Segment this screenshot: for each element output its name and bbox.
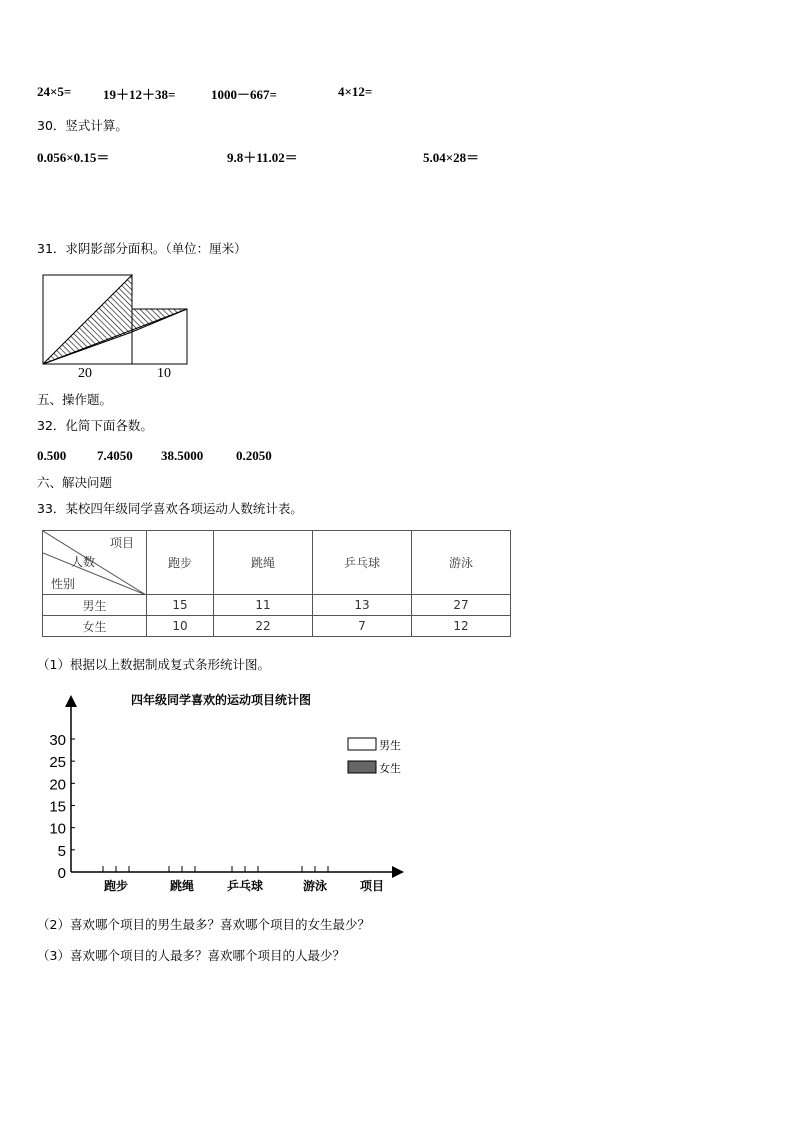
row-label: 女生 xyxy=(43,616,147,637)
q32-number-1: 0.500 xyxy=(37,448,67,463)
q32-number-3: 38.5000 xyxy=(161,448,204,463)
x-axis-label: 项目 xyxy=(359,879,385,893)
sports-stats-table xyxy=(42,530,511,637)
column-header: 跑步 xyxy=(147,531,214,595)
y-tick-label: 25 xyxy=(49,754,66,772)
question-30-label: 30．竖式计算。 xyxy=(37,118,128,133)
question-33-label: 33．某校四年级同学喜欢各项运动人数统计表。 xyxy=(37,501,303,516)
table-cell: 27 xyxy=(412,595,511,616)
legend-swatch-boys xyxy=(348,738,376,750)
q30-expr-3: 5.04×28＝ xyxy=(423,150,480,165)
legend-swatch-girls xyxy=(348,761,376,773)
dim-label-10: 10 xyxy=(157,366,171,381)
column-header: 乒乓球 xyxy=(313,531,412,595)
dim-label-20: 20 xyxy=(78,366,92,381)
table-cell: 11 xyxy=(214,595,313,616)
section-6-heading: 六、解决问题 xyxy=(37,475,113,490)
sub-question-3: （3）喜欢哪个项目的人最多？喜欢哪个项目的人最少？ xyxy=(37,948,345,963)
table-header-diagonal-cell xyxy=(43,531,147,595)
table-cell: 13 xyxy=(313,595,412,616)
y-tick-label: 30 xyxy=(49,732,66,749)
table-cell: 10 xyxy=(147,616,214,637)
expr-2: 19＋12＋38= xyxy=(103,87,176,102)
legend-label-boys: 男生 xyxy=(379,739,401,752)
shaded-triangle-1 xyxy=(43,275,132,364)
table-cell: 12 xyxy=(412,616,511,637)
row-label: 男生 xyxy=(43,595,147,616)
table-cell: 22 xyxy=(214,616,313,637)
table-cell: 15 xyxy=(147,595,214,616)
sub-question-1: （1）根据以上数据制成复式条形统计图。 xyxy=(37,657,270,672)
y-tick-label: 10 xyxy=(49,820,66,838)
q30-expr-1: 0.056×0.15＝ xyxy=(37,150,110,165)
question-32-label: 32．化简下面各数。 xyxy=(37,418,153,433)
bar-chart xyxy=(30,685,420,900)
sub-question-2: （2）喜欢哪个项目的男生最多？喜欢哪个项目的女生最少？ xyxy=(37,917,370,932)
expr-4: 4×12= xyxy=(338,84,373,99)
table-cell: 7 xyxy=(313,616,412,637)
x-category-label: 游泳 xyxy=(302,879,328,893)
question-31-label: 31．求阴影部分面积。（单位：厘米） xyxy=(37,241,247,256)
legend-label-girls: 女生 xyxy=(379,762,401,775)
x-category-label: 跳绳 xyxy=(169,879,195,893)
header-gender: 性别 xyxy=(51,577,76,591)
x-category-label: 乒乓球 xyxy=(226,879,264,893)
y-tick-label: 15 xyxy=(49,798,66,816)
y-tick-label: 0 xyxy=(57,865,66,882)
table-row xyxy=(43,616,511,637)
q32-number-2: 7.4050 xyxy=(97,448,133,463)
header-item: 项目 xyxy=(109,536,134,550)
column-header: 游泳 xyxy=(412,531,511,595)
expr-3: 1000－667= xyxy=(211,87,277,102)
expr-1: 24×5= xyxy=(37,84,72,99)
table-row xyxy=(43,595,511,616)
shaded-area-figure xyxy=(36,268,196,384)
chart-title: 四年级同学喜欢的运动项目统计图 xyxy=(130,693,312,707)
x-category-label: 跑步 xyxy=(103,879,129,893)
column-header: 跳绳 xyxy=(214,531,313,595)
header-count: 人数 xyxy=(71,555,96,569)
y-tick-label: 5 xyxy=(57,842,66,860)
section-5-heading: 五、操作题。 xyxy=(37,392,113,407)
q30-expr-2: 9.8＋11.02＝ xyxy=(227,150,298,165)
y-tick-label: 20 xyxy=(49,776,66,794)
q32-number-4: 0.2050 xyxy=(236,448,272,463)
